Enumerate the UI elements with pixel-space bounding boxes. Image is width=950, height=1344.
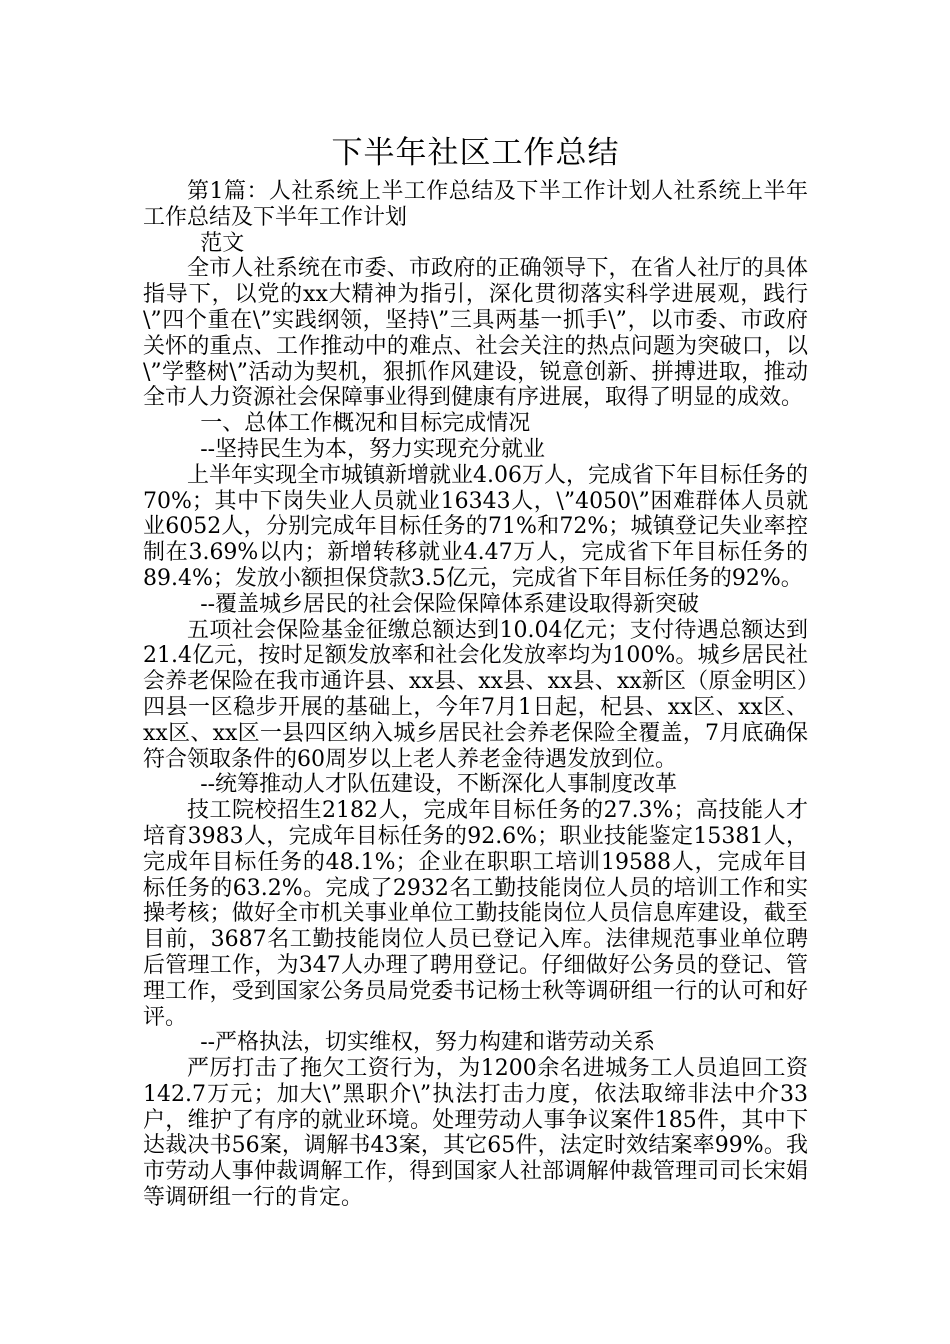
section-heading: --统筹推动人才队伍建设，不断深化人事制度改革 xyxy=(200,772,678,798)
section-heading: --严格执法，切实维权，努力构建和谐劳动关系 xyxy=(200,1030,656,1056)
section-heading: --坚持民生为本，努力实现充分就业 xyxy=(200,436,546,462)
body-paragraph: 第1篇：人社系统上半工作总结及下半工作计划人社系统上半年工作总结及下半年工作计划 xyxy=(143,179,808,230)
section-heading: --覆盖城乡居民的社会保险保障体系建设取得新突破 xyxy=(200,591,700,617)
body-paragraph: 全市人社系统在市委、市政府的正确领导下，在省人社厅的具体指导下，以党的xx大精神为指引，深化贯彻落实科学进展观，践行\”四个重在\”实践纲领，坚持\”三具两基一抓手\”，以市委、市政府关怀的重点、工作推动中的难点、社会关注的热点问题为突破口，以\”学整树\”活动为契机，狠抓作风建设，锐意创新、拼搏进取，推动全市人力资源社会保障事业得到健康有序进展，取得了明显的成效。 xyxy=(143,256,808,411)
body-paragraph: 技工院校招生2182人，完成年目标任务的27.3%；高技能人才培育3983人，完成年目标任务的92.6%；职业技能鉴定15381人，完成年目标任务的48.1%；企业在职职工培训19588人，完成年目标任务的63.2%。完成了2932名工勤技能岗位人员的培训工作和实操考核；做好全市机关事业单位工勤技能岗位人员信息库建设，截至目前，3687名工勤技能岗位人员已登记入库。法律规范事业单位聘后管理工作，为347人办理了聘用登记。仔细做好公务员的登记、管理工作，受到国家公务员局党委书记杨士秋等调研组一行的认可和好评。 xyxy=(143,798,808,1030)
document-page xyxy=(143,125,808,1211)
body-paragraph: 五项社会保险基金征缴总额达到10.04亿元；支付待遇总额达到21.4亿元，按时足额发放率和社会化发放率均为100%。城乡居民社会养老保险在我市通许县、xx县、xx县、xx县、xx新区（原金明区）四县一区稳步开展的基础上，今年7月1日起，杞县、xx区、xx区、xx区、xx区一县四区纳入城乡居民社会养老保险全覆盖，7月底确保符合领取条件的60周岁以上老人养老金待遇发放到位。 xyxy=(143,617,808,772)
document-body xyxy=(143,179,808,1211)
document-title: 下半年社区工作总结 xyxy=(331,135,620,171)
body-paragraph: 上半年实现全市城镇新增就业4.06万人，完成省下年目标任务的70%；其中下岗失业人员就业16343人，\”4050\”困难群体人员就业6052人，分别完成年目标任务的71%和72%；城镇登记失业率控制在3.69%以内；新增转移就业4.47万人，完成省下年目标任务的89.4%；发放小额担保贷款3.5亿元，完成省下年目标任务的92%。 xyxy=(143,462,808,591)
section-heading: 一、总体工作概况和目标完成情况 xyxy=(200,411,531,437)
body-paragraph: 严厉打击了拖欠工资行为，为1200余名进城务工人员追回工资142.7万元；加大\”黑职介\”执法打击力度，依法取缔非法中介33户，维护了有序的就业环境。处理劳动人事争议案件185件，其中下达裁决书56案，调解书43案，其它65件，法定时效结案率99%。我市劳动人事仲裁调解工作，得到国家人社部调解仲裁管理司司长宋娟等调研组一行的肯定。 xyxy=(143,1056,808,1211)
section-heading: 范文 xyxy=(200,230,245,256)
